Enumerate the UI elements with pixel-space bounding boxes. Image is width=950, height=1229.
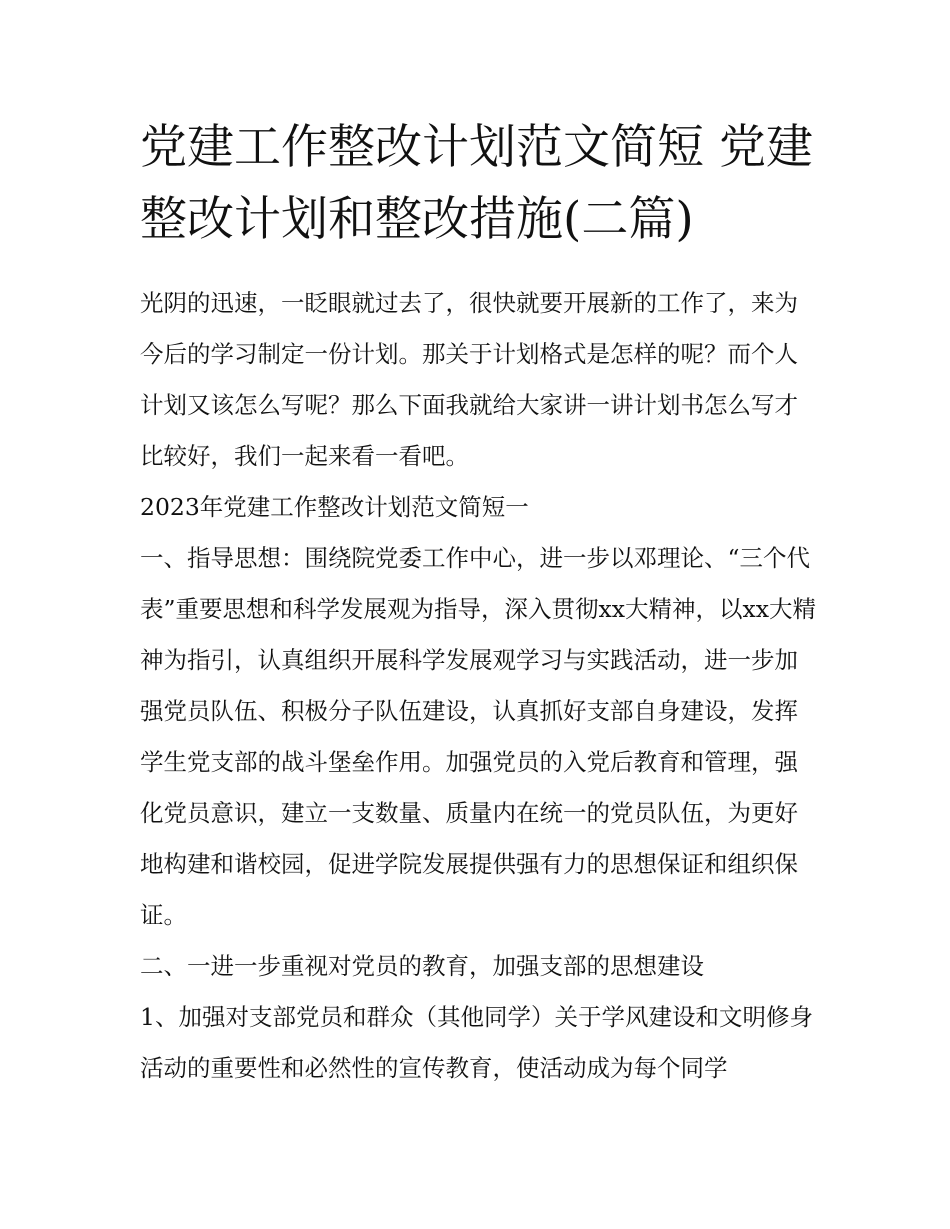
document-title: 党建工作整改计划范文简短 党建整改计划和整改措施(二篇) bbox=[140, 120, 813, 247]
intro-paragraph: 光阴的迅速，一眨眼就过去了，很快就要开展新的工作了，来为今后的学习制定一份计划。那关于计划格式是怎样的呢？而个人计划又该怎么写呢？那么下面我就给大家讲一讲计划书怎么写才比较好，我们一起来看一看吧。 bbox=[140, 289, 798, 470]
document-body bbox=[140, 278, 820, 1094]
subsection-heading: 二、一进一步重视对党员的教育，加强支部的思想建设 bbox=[140, 952, 704, 980]
section-heading: 2023年党建工作整改计划范文简短一 bbox=[140, 493, 529, 521]
item-paragraph: 1、加强对支部党员和群众（其他同学）关于学风建设和文明修身活动的重要性和必然性的宣传教育，使活动成为每个同学 bbox=[140, 1003, 813, 1082]
guiding-thought-paragraph: 一、指导思想：围绕院党委工作中心，进一步以邓理论、“三个代表”重要思想和科学发展观为指导，深入贯彻xx大精神，以xx大精神为指引，认真组织开展科学发展观学习与实践活动，进一步加强党员队伍、积极分子队伍建设，认真抓好支部自身建设，发挥学生党支部的战斗堡垒作用。加强党员的入党后教育和管理，强化党员意识，建立一支数量、质量内在统一的党员队伍，为更好地构建和谐校园，促进学院发展提供强有力的思想保证和组织保证。 bbox=[140, 544, 817, 929]
